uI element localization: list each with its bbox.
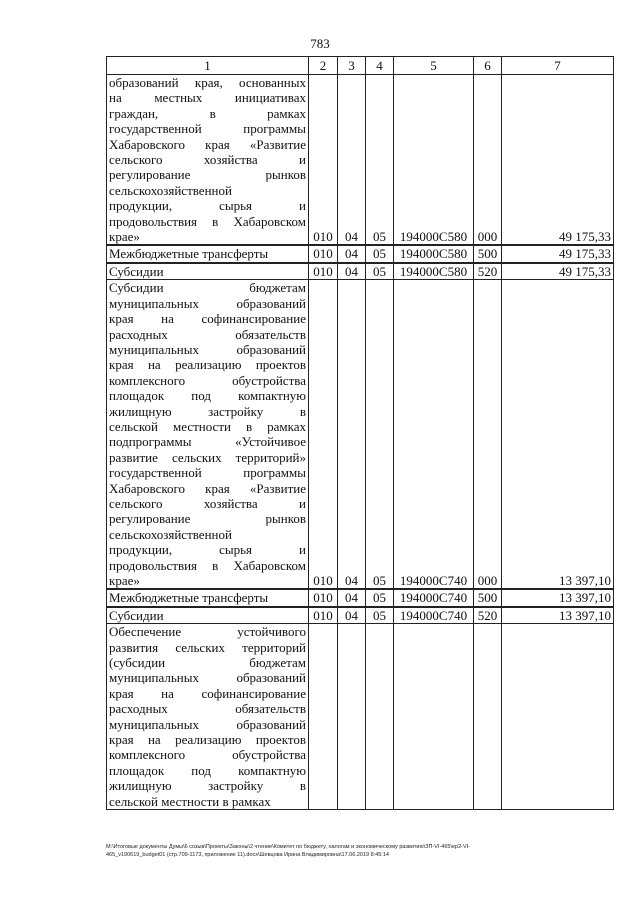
- section-code-cell: 04: [338, 280, 366, 590]
- description-line: развития сельских территорий: [109, 639, 306, 655]
- section-code-cell: 04: [338, 245, 366, 262]
- admin-code-cell: 010: [309, 263, 338, 280]
- description-line: сельского хозяйства и: [109, 152, 306, 168]
- amount-cell: 49 175,33: [502, 245, 614, 262]
- admin-code-cell: 010: [309, 589, 338, 606]
- description-line: расходных обязательств: [109, 326, 306, 342]
- description-line: продукции, сырья и: [109, 542, 306, 558]
- amount-cell: 49 175,33: [502, 263, 614, 280]
- admin-code-cell: 010: [309, 75, 338, 246]
- description-line: Межбюджетные трансферты: [109, 590, 269, 606]
- target-article-code-cell: 194000С740: [394, 607, 474, 624]
- description-line: Субсидии бюджетам: [109, 280, 306, 296]
- description-line: граждан, в рамках: [109, 105, 306, 121]
- amount-cell: 13 397,10: [502, 589, 614, 606]
- expense-type-code-cell: 520: [474, 263, 502, 280]
- description-line: сельской местности в рамках: [109, 418, 306, 434]
- description-line: продовольствия в Хабаровском: [109, 213, 306, 229]
- description-line: муниципальных образований: [109, 716, 306, 732]
- subsection-code-cell: [366, 624, 394, 810]
- description-line: продукции, сырья и: [109, 198, 306, 214]
- description-line: сельской местности в рамках: [109, 793, 271, 809]
- target-article-code-cell: 194000С580: [394, 245, 474, 262]
- table-row: [107, 75, 614, 246]
- description-line: муниципальных образований: [109, 295, 306, 311]
- table-row: [107, 245, 614, 262]
- row-description: [107, 624, 309, 810]
- subsection-code-cell: 05: [366, 75, 394, 246]
- description-line: сельскохозяйственной: [109, 526, 232, 542]
- column-header: 3: [338, 57, 366, 75]
- column-header: 7: [502, 57, 614, 75]
- description-line: Хабаровского края «Развитие: [109, 480, 306, 496]
- description-line: сельского хозяйства и: [109, 495, 306, 511]
- description-line: жилищную застройку в: [109, 403, 306, 419]
- row-description: [107, 589, 309, 606]
- description-line: края на реализацию проектов: [109, 357, 306, 373]
- page-number: 783: [310, 36, 330, 51]
- admin-code-cell: 010: [309, 245, 338, 262]
- description-line: (субсидии бюджетам: [109, 655, 306, 671]
- description-line: Субсидии: [109, 607, 164, 623]
- description-line: крае»: [109, 229, 140, 245]
- description-line: Субсидии: [109, 263, 164, 279]
- expense-type-code-cell: 500: [474, 245, 502, 262]
- row-description: [107, 607, 309, 624]
- admin-code-cell: [309, 624, 338, 810]
- description-line: края на реализацию проектов: [109, 732, 306, 748]
- target-article-code-cell: 194000С580: [394, 263, 474, 280]
- expense-type-code-cell: 000: [474, 280, 502, 590]
- column-header: 6: [474, 57, 502, 75]
- row-description: [107, 75, 309, 246]
- description-line: края на софинансирование: [109, 685, 306, 701]
- target-article-code-cell: 194000С580: [394, 75, 474, 246]
- expense-type-code-cell: 000: [474, 75, 502, 246]
- column-header: 1: [107, 57, 309, 75]
- target-article-code-cell: [394, 624, 474, 810]
- subsection-code-cell: 05: [366, 263, 394, 280]
- description-line: на местных инициативах: [109, 90, 306, 106]
- description-line: регулирование рынков: [109, 167, 306, 183]
- footer-line: M:\Итоговые документы Думы\6 созыв\Проекты\Законы\2 чтение\Комитет по бюджету, налогам и экономическому развитию\ЗП-VI-465\ep2-VI-: [106, 844, 471, 850]
- section-code-cell: 04: [338, 263, 366, 280]
- description-line: развитие сельских территорий»: [109, 449, 306, 465]
- expense-type-code-cell: 520: [474, 607, 502, 624]
- subsection-code-cell: 05: [366, 607, 394, 624]
- column-header: 4: [366, 57, 394, 75]
- description-line: Межбюджетные трансферты: [109, 246, 269, 262]
- section-code-cell: [338, 624, 366, 810]
- description-line: муниципальных образований: [109, 341, 306, 357]
- description-line: образований края, основанных: [109, 75, 306, 90]
- table-header-row: [107, 57, 614, 75]
- amount-cell: 49 175,33: [502, 75, 614, 246]
- footer-line: 465_v190619_budget01 (стр.709-1173, приложение 11).docx\Шевцова Ирина Владимировна\17.06.2019 8:45:14: [106, 852, 389, 858]
- description-line: сельскохозяйственной: [109, 182, 232, 198]
- section-code-cell: 04: [338, 75, 366, 246]
- description-line: Обеспечение устойчивого: [109, 624, 306, 640]
- admin-code-cell: 010: [309, 607, 338, 624]
- description-line: площадок под компактную: [109, 762, 306, 778]
- description-line: расходных обязательств: [109, 701, 306, 717]
- amount-cell: 13 397,10: [502, 280, 614, 590]
- table-row: [107, 624, 614, 810]
- description-line: комплексного обустройства: [109, 372, 306, 388]
- expense-type-code-cell: 500: [474, 589, 502, 606]
- table-row: [107, 589, 614, 606]
- table-row: [107, 607, 614, 624]
- table-row: [107, 280, 614, 590]
- row-description: [107, 245, 309, 262]
- description-line: государственной программы: [109, 121, 306, 137]
- description-line: государственной программы: [109, 465, 306, 481]
- description-line: жилищную застройку в: [109, 778, 306, 794]
- description-line: Хабаровского края «Развитие: [109, 136, 306, 152]
- target-article-code-cell: 194000С740: [394, 589, 474, 606]
- description-line: площадок под компактную: [109, 388, 306, 404]
- amount-cell: 13 397,10: [502, 607, 614, 624]
- column-header: 5: [394, 57, 474, 75]
- subsection-code-cell: 05: [366, 589, 394, 606]
- target-article-code-cell: 194000С740: [394, 280, 474, 590]
- expense-type-code-cell: [474, 624, 502, 810]
- column-header: 2: [309, 57, 338, 75]
- budget-table: [106, 56, 614, 810]
- description-line: регулирование рынков: [109, 511, 306, 527]
- description-line: комплексного обустройства: [109, 747, 306, 763]
- row-description: [107, 263, 309, 280]
- subsection-code-cell: 05: [366, 245, 394, 262]
- table-row: [107, 263, 614, 280]
- section-code-cell: 04: [338, 607, 366, 624]
- description-line: крае»: [109, 573, 140, 588]
- admin-code-cell: 010: [309, 280, 338, 590]
- description-line: подпрограммы «Устойчивое: [109, 434, 306, 450]
- description-line: продовольствия в Хабаровском: [109, 557, 306, 573]
- amount-cell: [502, 624, 614, 810]
- description-line: муниципальных образований: [109, 670, 306, 686]
- description-line: края на софинансирование: [109, 311, 306, 327]
- document-footer-path: [106, 843, 613, 859]
- subsection-code-cell: 05: [366, 280, 394, 590]
- section-code-cell: 04: [338, 589, 366, 606]
- row-description: [107, 280, 309, 590]
